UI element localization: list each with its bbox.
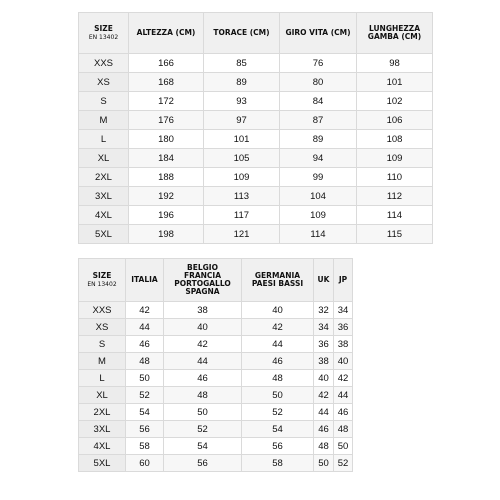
value-cell: 48 [126,353,164,370]
value-cell: 192 [129,187,204,206]
size-header-label: SIZE [92,270,112,280]
value-cell: 93 [204,92,280,111]
table-row [79,73,433,92]
table-row [79,336,353,353]
value-cell: 80 [280,73,357,92]
value-cell: 188 [129,168,204,187]
value-cell: 44 [126,319,164,336]
value-cell: 54 [164,438,242,455]
size-cell: M [79,353,126,370]
value-cell: 56 [164,455,242,472]
value-cell: 105 [204,149,280,168]
size-cell: XS [79,73,129,92]
value-cell: 84 [280,92,357,111]
size-cell: 2XL [79,404,126,421]
table-row [79,370,353,387]
value-cell: 108 [357,130,433,149]
size-cell: XXS [79,302,126,319]
table-header-row [79,259,353,302]
size-cell: M [79,111,129,130]
value-cell: 198 [129,225,204,244]
value-cell: 48 [242,370,314,387]
size-conversion-table [78,258,353,472]
size-header-label: SIZE [94,23,113,33]
value-cell: 94 [280,149,357,168]
value-cell: 46 [126,336,164,353]
value-cell: 110 [357,168,433,187]
value-cell: 48 [314,438,334,455]
size-cell: L [79,370,126,387]
size-cell: 3XL [79,187,129,206]
size-cell: 2XL [79,168,129,187]
value-cell: 168 [129,73,204,92]
value-cell: 180 [129,130,204,149]
value-cell: 85 [204,54,280,73]
size-cell: 4XL [79,438,126,455]
value-cell: 89 [204,73,280,92]
value-cell: 42 [314,387,334,404]
value-cell: 52 [164,421,242,438]
value-cell: 97 [204,111,280,130]
value-cell: 115 [357,225,433,244]
column-header-waist: GIRO VITA (CM) [280,13,357,54]
table-row [79,168,433,187]
value-cell: 50 [126,370,164,387]
size-cell: S [79,336,126,353]
column-header-leg-length: LUNGHEZZA GAMBA (CM) [357,13,433,54]
value-cell: 48 [164,387,242,404]
value-cell: 184 [129,149,204,168]
value-cell: 58 [126,438,164,455]
value-cell: 172 [129,92,204,111]
value-cell: 113 [204,187,280,206]
table-row [79,54,433,73]
value-cell: 104 [280,187,357,206]
value-cell: 101 [204,130,280,149]
column-header-italy: ITALIA [126,259,164,302]
value-cell: 166 [129,54,204,73]
value-cell: 42 [164,336,242,353]
size-cell: 3XL [79,421,126,438]
value-cell: 176 [129,111,204,130]
column-header-belgium-france-portugal-spain: BELGIO FRANCIA PORTOGALLO SPAGNA [164,259,242,302]
value-cell: 46 [334,404,353,421]
value-cell: 32 [314,302,334,319]
value-cell: 46 [314,421,334,438]
value-cell: 38 [334,336,353,353]
value-cell: 34 [334,302,353,319]
value-cell: 44 [242,336,314,353]
size-chart-measurements-table [78,12,433,244]
size-cell: XL [79,387,126,404]
value-cell: 101 [357,73,433,92]
value-cell: 58 [242,455,314,472]
value-cell: 40 [314,370,334,387]
table-row [79,404,353,421]
table-row [79,225,433,244]
value-cell: 40 [334,353,353,370]
size-column-header [79,13,129,54]
size-header-standard: EN 13402 [87,280,117,288]
value-cell: 54 [126,404,164,421]
value-cell: 52 [126,387,164,404]
size-cell: XXS [79,54,129,73]
value-cell: 56 [242,438,314,455]
value-cell: 112 [357,187,433,206]
value-cell: 50 [334,438,353,455]
column-header-height: ALTEZZA (CM) [129,13,204,54]
value-cell: 40 [164,319,242,336]
value-cell: 48 [334,421,353,438]
value-cell: 44 [314,404,334,421]
value-cell: 117 [204,206,280,225]
table-row [79,92,433,111]
value-cell: 38 [164,302,242,319]
value-cell: 54 [242,421,314,438]
value-cell: 36 [334,319,353,336]
table-row [79,187,433,206]
value-cell: 38 [314,353,334,370]
value-cell: 42 [242,319,314,336]
value-cell: 76 [280,54,357,73]
value-cell: 50 [314,455,334,472]
value-cell: 109 [280,206,357,225]
column-header-uk: UK [314,259,334,302]
size-cell: L [79,130,129,149]
value-cell: 34 [314,319,334,336]
size-cell: 5XL [79,455,126,472]
value-cell: 36 [314,336,334,353]
table-row [79,130,433,149]
size-header-standard: EN 13402 [88,33,119,41]
value-cell: 109 [357,149,433,168]
table-row [79,387,353,404]
value-cell: 121 [204,225,280,244]
table-row [79,438,353,455]
value-cell: 44 [334,387,353,404]
value-cell: 50 [242,387,314,404]
table-row [79,319,353,336]
table-row [79,149,433,168]
table-row [79,353,353,370]
size-cell: XL [79,149,129,168]
size-cell: 4XL [79,206,129,225]
value-cell: 106 [357,111,433,130]
value-cell: 46 [164,370,242,387]
value-cell: 98 [357,54,433,73]
value-cell: 44 [164,353,242,370]
value-cell: 102 [357,92,433,111]
value-cell: 114 [280,225,357,244]
table-row [79,455,353,472]
table-row [79,111,433,130]
size-cell: 5XL [79,225,129,244]
value-cell: 109 [204,168,280,187]
size-column-header [79,259,126,302]
value-cell: 87 [280,111,357,130]
value-cell: 60 [126,455,164,472]
table-header-row [79,13,433,54]
value-cell: 50 [164,404,242,421]
column-header-chest: TORACE (CM) [204,13,280,54]
value-cell: 40 [242,302,314,319]
value-cell: 114 [357,206,433,225]
table-row [79,206,433,225]
value-cell: 56 [126,421,164,438]
value-cell: 42 [334,370,353,387]
table-row [79,421,353,438]
column-header-germany-netherlands: GERMANIA PAESI BASSI [242,259,314,302]
size-cell: S [79,92,129,111]
value-cell: 89 [280,130,357,149]
table-row [79,302,353,319]
value-cell: 52 [334,455,353,472]
size-cell: XS [79,319,126,336]
value-cell: 52 [242,404,314,421]
value-cell: 46 [242,353,314,370]
value-cell: 196 [129,206,204,225]
column-header-jp: JP [334,259,353,302]
value-cell: 42 [126,302,164,319]
value-cell: 99 [280,168,357,187]
